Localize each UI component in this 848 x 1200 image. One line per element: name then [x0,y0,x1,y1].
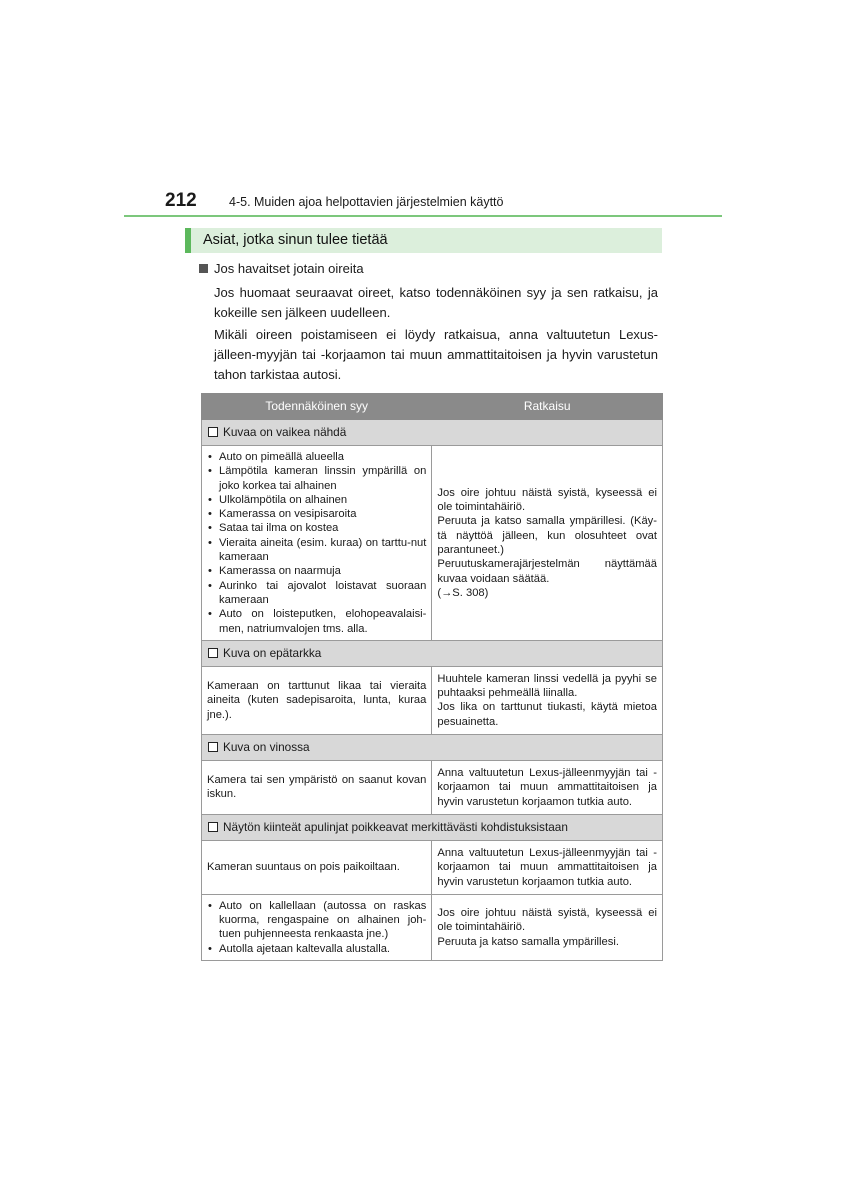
solution-line: Peruuta ja katso samalla ympärillesi. [437,935,619,948]
group-title-cell [202,814,663,840]
subheading [199,261,364,276]
solution-cell [432,840,663,894]
checkbox-icon [208,427,218,437]
group-title: Kuva on epätarkka [223,646,322,661]
group-title: Kuva on vinossa [223,740,310,755]
cause-item: • Autolla ajetaan kaltevalla alustalla. [207,942,426,956]
cause-item: • Kamerassa on vesipisaroita [207,507,426,521]
square-bullet-icon [199,264,208,273]
cause-cell: Kamera tai sen ympäristö on saanut kovan iskun. [202,760,432,814]
dealer-paragraph: Mikäli oireen poistamiseen ei löydy ratkaisua, anna valtuutetun Lexus-jälleen-myyjän tai -korjaamon tai muun ammattitaitoisen ja hyvin varustetun tahon tarkistaa autosi. [214,327,658,382]
solution-line: Peruuta ja katso samalla ympärillesi. (Käy-tä näyttöä jälleen, kun olosuhteet ovat parantuneet.) [437,515,657,556]
solution-cell [432,666,663,734]
solution-line: Peruutuskamerajärjestelmän näyttämää kuvaa voidaan säätää. [437,558,657,585]
table-row [202,840,663,894]
group-row [202,814,663,840]
cause-item: • Lämpötila kameran linssin ympärillä on joko korkea tai alhainen [207,464,426,493]
table-row [202,760,663,814]
section-heading-band [185,228,662,253]
group-row [202,420,663,446]
troubleshooting-table [201,393,663,961]
cause-item: • Auto on pimeällä alueella [207,450,426,464]
cause-item: • Vieraita aineita (esim. kuraa) on tarttu-nut kameraan [207,536,426,565]
header-cause: Todennäköinen syy [202,394,432,420]
solution-line: Jos oire johtuu näistä syistä, kyseessä ei ole toimintahäiriö. [437,907,657,934]
cause-item: • Sataa tai ilma on kostea [207,521,426,535]
subheading-text: Jos havaitset jotain oireita [214,261,364,276]
section-title: Asiat, jotka sinun tulee tietää [203,232,388,248]
group-title: Näytön kiinteät apulinjat poikkeavat merkittävästi kohdistuksistaan [223,820,568,835]
cause-item: • Auto on loisteputken, elohopeavalaisi-men, natriumvalojen tms. alla. [207,607,426,636]
intro-paragraph: Jos huomaat seuraavat oireet, katso todennäköinen syy ja sen ratkaisu, ja kokeille sen jälkeen uudelleen. [214,285,658,320]
header-solution: Ratkaisu [432,394,663,420]
table-row [202,446,663,641]
group-title-cell [202,734,663,760]
solution-cell [432,760,663,814]
group-title-cell [202,640,663,666]
table-header-row [202,394,663,420]
solution-line: Anna valtuutetun Lexus-jälleenmyyjän tai -korjaamon tai muun ammattitaitoisen ja hyvin varustetun korjaamon tutkia auto. [437,846,657,888]
page-number: 212 [165,190,197,211]
header-divider [124,215,722,217]
checkbox-icon [208,648,218,658]
group-row [202,734,663,760]
cause-cell [202,446,432,641]
chapter-title: 4-5. Muiden ajoa helpottavien järjestelmien käyttö [229,195,504,209]
cause-item: • Kamerassa on naarmuja [207,564,426,578]
group-title-cell [202,420,663,446]
solution-cell [432,894,663,960]
solution-line: Huuhtele kameran linssi vedellä ja pyyhi se puhtaaksi pehmeällä liinalla. [437,672,657,700]
page-reference: (→S. 308) [437,586,489,599]
solution-cell [432,446,663,641]
cause-cell [202,894,432,960]
group-title: Kuvaa on vaikea nähdä [223,425,347,440]
cause-cell: Kameran suuntaus on pois paikoiltaan. [202,840,432,894]
solution-line: Jos oire johtuu näistä syistä, kyseessä ei ole toimintahäiriö. [437,486,657,514]
solution-line: Anna valtuutetun Lexus-jälleenmyyjän tai -korjaamon tai muun ammattitaitoisen ja hyvin varustetun korjaamon tutkia auto. [437,766,657,808]
cause-item: • Aurinko tai ajovalot loistavat suoraan kameraan [207,579,426,608]
solution-line: Jos lika on tarttunut tiukasti, käytä mietoa pesuainetta. [437,701,657,728]
table-row [202,666,663,734]
group-row [202,640,663,666]
cause-item: • Ulkolämpötila on alhainen [207,493,426,507]
cause-cell: Kameraan on tarttunut likaa tai vieraita aineita (kuten sadepisaroita, lunta, kuraa jne.). [202,666,432,734]
cause-item: • Auto on kallellaan (autossa on raskas kuorma, rengaspaine on alhainen joh-tuen puhjenneesta renkaasta jne.) [207,899,426,942]
table-row [202,894,663,960]
checkbox-icon [208,822,218,832]
checkbox-icon [208,742,218,752]
